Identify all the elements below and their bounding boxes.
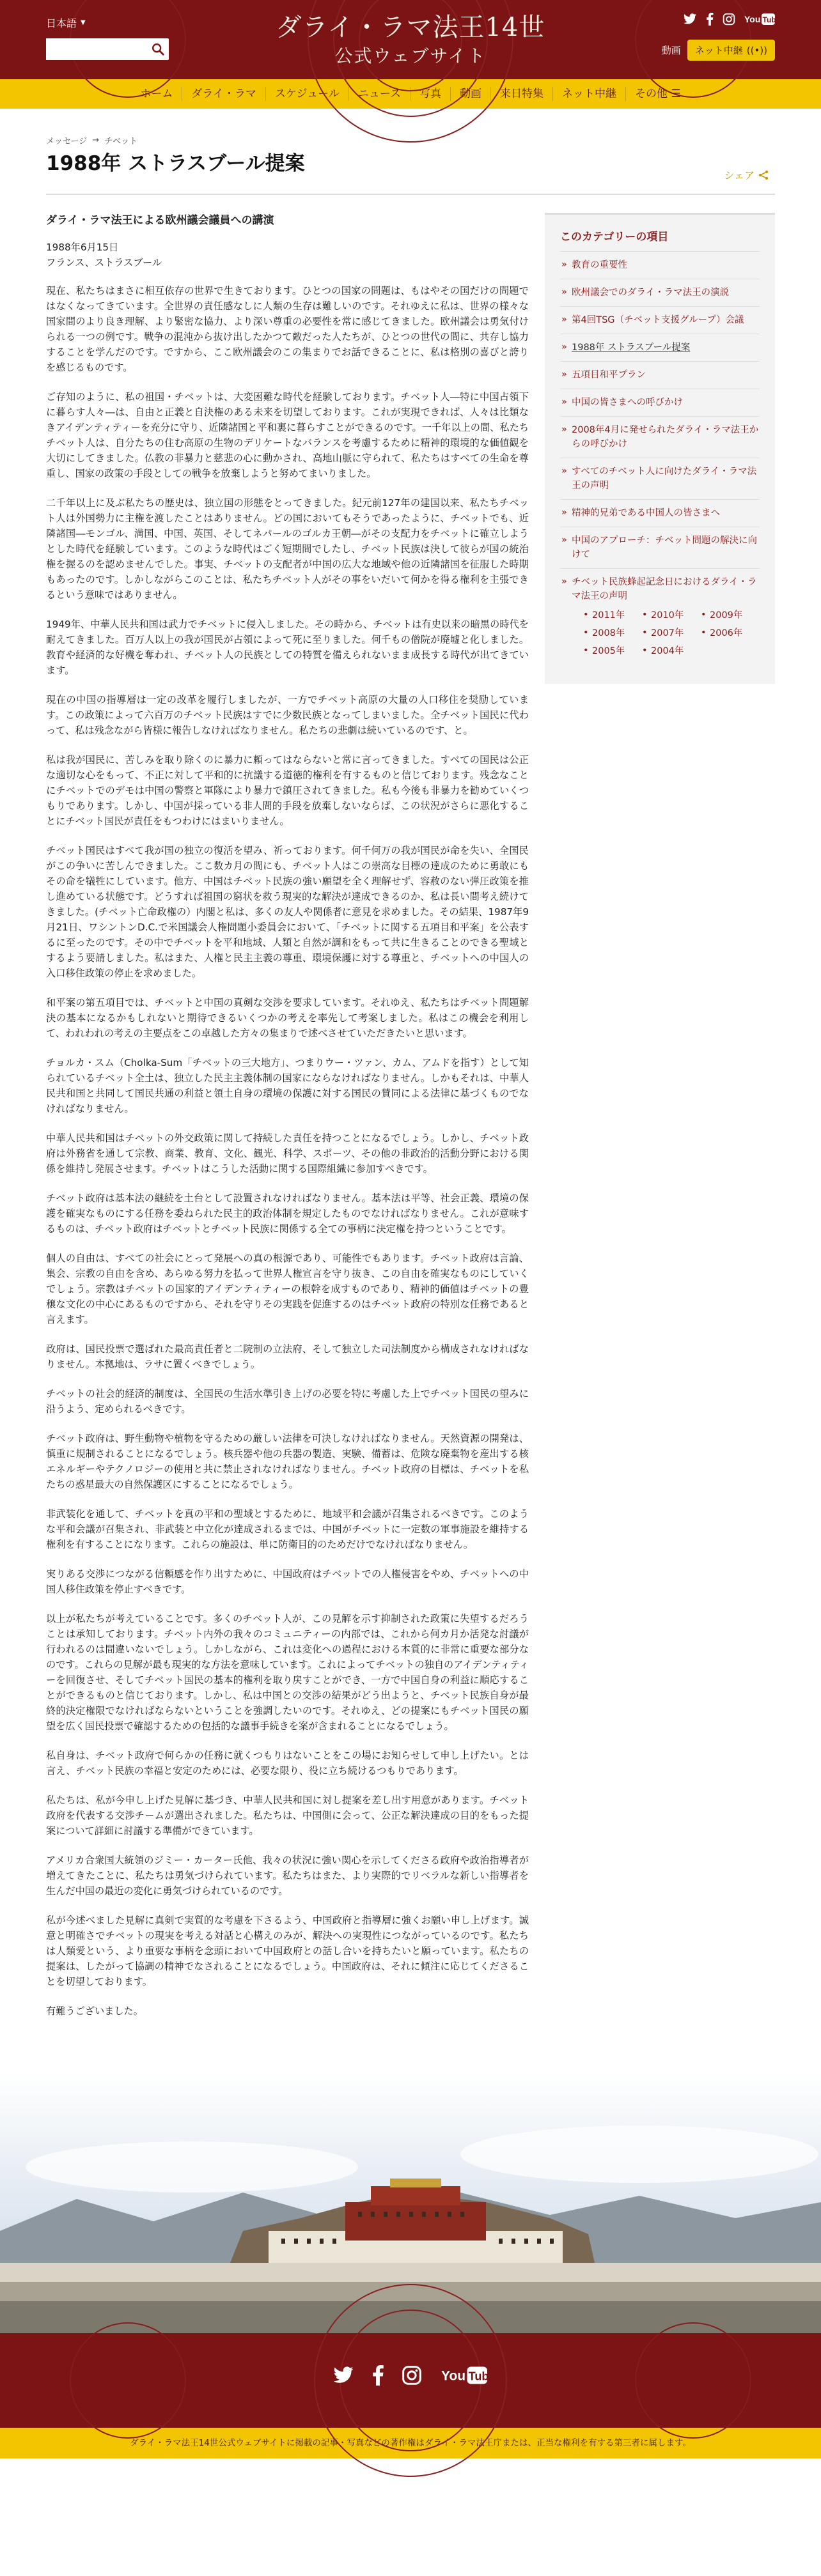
nav-live[interactable]: ネット中継	[561, 88, 616, 100]
share-button[interactable]	[724, 167, 769, 182]
potala-palace-image	[0, 2071, 821, 2333]
search-box	[46, 38, 169, 60]
category-item	[560, 416, 760, 458]
article-paragraph: 個人の自由は、すべての社会にとって発展への真の根源であり、可能性でもあります。チベット政府は言論、集会、宗教の自由を含め、あらゆる努力を払って世界人権宣言を守り抜き、この自由を確実なものにしていくでしょう。宗教はチベットの国家的アイデンティティーの根幹を成すものであり、精神的価値はチベットの豊穣な文化の中心にあるものですから、それを守りその実践を促進するのはチベット政府の特別な任務であると言えます。	[46, 1253, 529, 1325]
instagram-icon[interactable]	[402, 2365, 422, 2386]
article-paragraph: 私たちは、私が今申し上げた見解に基づき、中華人民共和国に対し提案を差し出す用意があります。チベット政府を代表する交渉チームが選出されました。私たちは、中国側に会って、公正な解決達成の目的をもった提案について詳細に討議する準備ができています。	[46, 1794, 529, 1837]
article-paragraph: アメリカ合衆国大統領のジミー・カーター氏他、我々の状況に強い関心を示してくださる政府や政治指導者が増えてきたことに、私たちは勇気づけられています。私たちはまた、より実際的でリベラルな新しい指導者を生んだ中国の最近の変化に勇気づけられているのです。	[46, 1855, 529, 1897]
search-icon[interactable]	[151, 42, 165, 56]
site-header	[0, 0, 821, 109]
nav-more[interactable]: その他 ☰	[634, 88, 681, 100]
social-links-footer	[0, 2365, 821, 2386]
article-paragraph: チベット政府は基本法の継続を土台として設置されなければなりません。基本法は平等、社会正義、環境の保護を確実なものにする任務を委ねられた民主的政治体制を規定したものでなければなりません。これが意味するものは、チベット政府はチベットとチベット民族に関係する全ての事柄に決定権を持つということです。	[46, 1192, 529, 1235]
share-icon	[758, 170, 769, 180]
article-location: フランス、ストラスブール	[46, 257, 162, 268]
breadcrumb	[46, 134, 775, 146]
page-title: 1988年 ストラスブール提案	[46, 152, 305, 175]
article-paragraph: 現在の中国の指導層は一定の改革を履行しましたが、一方でチベット高原の大量の人口移住を奨励しています。この政策によって六百万のチベット民族はすでに少数民族となってしまいました。全チベット国民に代わって、私は残念ながら皆様に報告しなければなりません。私たちの悲劇は続いているのです、と。	[46, 694, 529, 736]
category-link[interactable]: チベット民族蜂起記念日におけるダライ・ラマ法王の声明	[572, 577, 757, 601]
broadcast-icon: ((•))	[746, 44, 767, 56]
article-paragraph: ご存知のように、私の祖国・チベットは、大変困難な時代を経験しております。チベット人―特に中国占領下に暮らす人々―は、自由と正義と自決権のある未来を切望しております。これが実現できれば、人々は比類なきアイデンティティーを充分に守り、近隣諸国と平和裏に暮らすことができるのです。一千年以上の間、私たちチベット人は、自分たちの住む高原の生物のデリケートなバランスを考慮するために精神的環境的な価値観を大切にしてきました。仏教の非暴力と慈悲の心に動かされ、高地山脈に守られて、私たちはすべての生命を尊重し、国家の政策の手段としての戦争を放棄しようと努めてまいりました。	[46, 391, 529, 479]
share-label: シェア	[724, 169, 755, 181]
article-paragraph: 和平案の第五項目では、チベットと中国の真剣な交渉を要求しています。それゆえ、私たちはチベット問題解決の基本になるかもしれないと期待できるいくつかの考えを率先して考案しました。私はこの機会を利用して、われわれの考えの主要点をこの卓越した方々の集まりで述べさせていただきたいと思います。	[46, 997, 529, 1039]
category-item-current	[560, 334, 760, 361]
category-item	[560, 527, 760, 568]
search-input[interactable]	[46, 38, 142, 60]
category-link-current[interactable]: 1988年 ストラスブール提案	[572, 343, 691, 353]
category-item	[560, 499, 760, 527]
article-paragraph: 私が今述べました見解に真剣で実質的な考慮を下さるよう、中国政府と指導層に強くお願い申し上げます。誠意と明確さでチベットの現実を考える対話と心構えのみが、解決への実現性につながっているのです。私たちは人類愛という、より重要な事柄を念頭において中国政府との話し合いを持ちたいと願っています。私たちの提案は、したがって協調の精神でなされることになるでしょう。中国政府は、それに傾注に応じてくださることを切望しております。	[46, 1915, 529, 1987]
category-link[interactable]: 教育の重要性	[572, 260, 627, 270]
live-label: ネット中継	[694, 45, 743, 56]
year-link[interactable]: • 2005年	[583, 644, 642, 658]
year-list	[572, 608, 760, 658]
page-head	[46, 109, 775, 181]
article-paragraph: 私は我が国民に、苦しみを取り除くのに暴力に頼ってはならないと常に言ってきました。すべての国民は公正な適切な心をもって、不正に対して平和的に抗議する道徳的権利を有するものと信じております。残念なことにチベットでのデモは中国の警察と軍隊により暴力で鎮圧されてきました。私も今後も非暴力を勧めていくつもりであります。しかし、中国が採っている非人間的手段を放棄しないならば、この状況がさらに悪化することにチベット国民が責任をもつわけにはまいりません。	[46, 754, 529, 827]
category-link[interactable]: 中国のアプローチ：チベット問題の解決に向けて	[572, 536, 757, 560]
article-paragraph: 政府は、国民投票で選ばれた最高責任者と二院制の立法府、そして独立した司法制度から構成されなければなりません。本拠地は、ラサに置くべきでしょう。	[46, 1343, 529, 1370]
category-sidebar	[545, 213, 775, 684]
category-list	[560, 251, 760, 665]
article-paragraph: 二千年以上に及ぶ私たちの歴史は、独立国の形態をとってきました。紀元前127年の建国以来、私たちチベット人は外国勢力に主権を渡したことはありません。どの国においてもそうであったように、チベットでも、近隣諸国―モンゴル、満国、中国、英国、そしてネパールのゴルカ王朝―がその支配力をチベットに確立しようとした時代を経験しています。このような時代はごく短期間でしたし、チベット民族は決して彼らが国の統治権を握るのを認めませんでした。事実、チベットの支配者が中国の広大な地域や他の近隣諸国を征服した時期もあったのです。しかしながらこのことは、私たちチベット人がその事をいだいて何かを得る権利を主張できるという意味ではありません。	[46, 497, 529, 601]
article-paragraph: チベットの社会的経済的制度は、全国民の生活水準引き上げの必要を特に考慮した上でチベット国民の望みに沿うよう、定められるべきです。	[46, 1388, 529, 1415]
article-paragraph: 有難うございました。	[46, 2005, 143, 2017]
category-link[interactable]: 欧州議会でのダライ・ラマ法王の演説	[572, 288, 730, 298]
category-item	[560, 568, 760, 665]
nav-home[interactable]: ホーム	[140, 88, 173, 100]
article-paragraph: 現在、私たちはまさに相互依存の世界で生きております。ひとつの国家の問題は、もはやその国だけの問題ではなくなってきています。全世界の責任感なしに人類の生存は難しいのです。それゆえに私は、世界の様々な国家間のより良き理解、より緊密な協力、より深い尊重の必要性を常に感じてきました。欧州議会は勇気付けられる一つの例です。戦争の混沌から抜け出したかつて敵だった人たちが、ひとつの世代の間に、共存し協力することを学んだのです。ですから、ここ欧州議会のこの集まりでお話できることに、私は格別の喜びと誇りを感じるものです。	[46, 285, 529, 373]
category-link[interactable]: 2008年4月に発せられたダライ・ラマ法王からの呼びかけ	[572, 425, 759, 449]
sidebar-heading: このカテゴリーの項目	[560, 231, 669, 243]
article-paragraph: 中華人民共和国はチベットの外交政策に関して持続した責任を持つことになるでしょう。しかし、チベット政府は外務省を通して宗教、商業、教育、文化、観光、科学、スポーツ、その他の非政治的活動分野における関係を維持し発展させます。チベットはこうした活動に関する国際組織に参加すべきです。	[46, 1132, 529, 1175]
facebook-icon[interactable]	[372, 2365, 384, 2386]
article	[46, 213, 529, 2033]
social-links-top	[683, 13, 781, 26]
svg-text:You: You	[441, 2368, 466, 2384]
nav-news[interactable]: ニュース	[357, 88, 401, 100]
article-subtitle: ダライ・ラマ法王による欧州議会議員への講演	[46, 214, 274, 227]
video-link[interactable]: 動画	[661, 45, 681, 56]
category-item	[560, 361, 760, 389]
youtube-icon[interactable]	[440, 2366, 496, 2385]
article-paragraph: 1949年、中華人民共和国は武力でチベットに侵入しました。その時から、チベットは有史以来の暗黒の時代を耐えてきました。百万人以上の我が国民が占領によって死に至りました。何千もの僧院が廃墟と化しました。教育や経済的な好機を奪われ、チベット人の民族としての特質を備えられないまま成長する時代が出てきています。	[46, 619, 529, 676]
youtube-icon[interactable]	[744, 13, 781, 26]
year-link[interactable]: • 2011年	[583, 608, 642, 622]
nav-photos[interactable]: 写真	[419, 88, 441, 100]
nav-videos[interactable]: 動画	[459, 88, 481, 100]
svg-text:Tube: Tube	[762, 15, 781, 24]
svg-text:You: You	[744, 14, 761, 24]
article-date: 1988年6月15日	[46, 242, 119, 253]
site-title-sub: 公式ウェブサイト	[334, 45, 487, 66]
chevron-down-icon: ▼	[81, 19, 86, 26]
article-dateline	[46, 240, 529, 270]
year-link[interactable]: • 2004年	[642, 644, 701, 658]
category-item	[560, 251, 760, 279]
category-item	[560, 306, 760, 334]
language-label: 日本語	[46, 17, 77, 29]
article-paragraph: 私自身は、チベット政府で何らかの任務に就くつもりはないことをこの場にお知らせして申し上げたい。とは言え、チベット民族の幸福と安定のためには、必要な限り、役に立ち続けるつもりであります。	[46, 1750, 529, 1777]
article-paragraph: チョルカ・スム（Cholka-Sum「チベットの三大地方」、つまりウー・ツァン、カム、アムドを指す）として知られているチベット全土は、独立した民主主義体制の国家にならなければなりません。しかもそれは、中華人民共和国と共同して国民共通の利益と領土自身の環境の保護に対する国民の賛同による法律に基づくものでなければなりません。	[46, 1057, 529, 1114]
instagram-icon[interactable]	[723, 13, 735, 26]
top-banner	[0, 0, 821, 79]
year-link[interactable]: • 2009年	[701, 608, 760, 622]
article-paragraph: チベット政府は、野生動物や植物を守るための厳しい法律を可決しなければなりません。天然資源の開発は、慎重に規制されることになるでしょう。核兵器や他の兵器の製造、実験、備蓄は、危険な廃棄物を産出する核エネルギーやテクノロジーの使用と共に禁止されなければなりません。チベット政府の目標は、チベットを私たちの惑星最大の自然保護区にすることになるでしょう。	[46, 1433, 529, 1490]
main-nav	[0, 79, 821, 109]
breadcrumb-arrow-icon: →	[92, 135, 100, 145]
facebook-icon[interactable]	[706, 13, 714, 26]
article-paragraph: 実りある交渉につながる信頼感を作り出すために、中国政府はチベットでの人権侵害をやめ、チベットへの中国人移住政策を停止すべきです。	[46, 1568, 529, 1595]
breadcrumb-messages[interactable]: メッセージ	[46, 137, 88, 146]
site-title-main: ダライ・ラマ法王14世	[276, 13, 545, 42]
video-links	[662, 40, 775, 61]
footer-banner	[0, 2333, 821, 2428]
nav-schedule[interactable]: スケジュール	[274, 88, 340, 100]
category-item	[560, 458, 760, 499]
language-selector[interactable]	[46, 15, 86, 30]
site-footer	[0, 2333, 821, 2458]
copyright-notice: ダライ・ラマ法王14世公式ウェブサイトに掲載の記事・写真などの著作権はダライ・ラマ法王庁または、正当な権利を有する第三者に属します。	[0, 2428, 821, 2458]
category-link[interactable]: 五項目和平プラン	[572, 370, 646, 380]
article-paragraph: チベット国民はすべて我が国の独立の復活を望み、祈っております。何千何万の我が国民が命を失い、全国民がこの争いに苦しんできました。ここ数カ月の間にも、チベット人はこの崇高な目標の達成のために勇敢にもその命を犠牲にしています。他方、中国はチベット民族の強い願望を全く理解せず、容赦のない弾圧政策を推し進めている状態です。どうすれば祖国の窮状を救う現実的な解決が達成できるのか、私は長い間考え続けてきました。(チベット亡命政権の）内閣と私は、多くの友人や関係者に意見を求めました。その結果、1987年9月21日、ワシントンD.C.で米国議会人権問題小委員会において、「チベットに関する五項目和平案」を公表するに至ったのです。その中でチベットを平和地域、人類と自然が調和をもって共に生きることのできる聖域とするよう要請しました。私はまた、人権と民主主義の尊重、環境保護に対する尊重と、チベットへの中国人の入口移住政策の停止を求めました。	[46, 845, 529, 979]
category-item	[560, 389, 760, 416]
live-button[interactable]	[687, 40, 775, 61]
breadcrumb-tibet[interactable]: チベット	[104, 137, 138, 146]
svg-text:Tube: Tube	[468, 2370, 496, 2383]
category-link[interactable]: 中国の皆さまへの呼びかけ	[572, 397, 683, 408]
article-paragraph: 以上が私たちが考えていることです。多くのチベット人が、この見解を示す抑制された政策に失望するだろうことは承知しております。チベット内外の我々のコミュニティーの内部では、これから何カ月か活発な討議が行われるのは間違いないでしょう。しかしながら、これは変化への過程における本質的に非常に重要な部分なのです。これらの見解が最も現実的な方法を意味しています。これによってチベットの独自のアイデンティティーを回復させ、そしてチベット国民の基本的権利を取り戻すことができ、一方で中国自身の利益に順応することができるものと信じております。しかし、私は中国との交渉の結果がどう出ようと、チベット民族自身が最終的決定権限でなければならないということを強調したいのです。それゆえ、どの提案にもチベット国民の願望を広く国民投票で確認するための包括的な議事手続きを案が含まれることになるでしょう。	[46, 1613, 529, 1732]
category-link[interactable]: 第4回TSG（チベット支援グループ）会議	[572, 315, 744, 325]
main-content	[46, 195, 775, 2033]
category-link[interactable]: すべてのチベット人に向けたダライ・ラマ法王の声明	[572, 467, 757, 491]
year-link[interactable]: • 2007年	[642, 626, 701, 640]
year-link[interactable]: • 2006年	[701, 626, 760, 640]
twitter-icon[interactable]	[683, 13, 697, 25]
category-item	[560, 279, 760, 306]
nav-japan-visit[interactable]: 来日特集	[499, 88, 543, 100]
year-link[interactable]: • 2010年	[642, 608, 701, 622]
twitter-icon[interactable]	[332, 2366, 354, 2384]
article-paragraph: 非武装化を通して、チベットを真の平和の聖域とするために、地域平和会議が召集されるべきです。このような平和会議が召集され、非武装と中立化が達成されるまでは、中国がチベットに一定数の軍事施設を維持する権利を有することになります。これらの施設は、単に防衛目的のためだけでなければなりません。	[46, 1508, 529, 1550]
category-link[interactable]: 精神的兄弟である中国人の皆さまへ	[572, 508, 720, 518]
year-link[interactable]: • 2008年	[583, 626, 642, 640]
nav-dalai-lama[interactable]: ダライ・ラマ	[191, 88, 256, 100]
